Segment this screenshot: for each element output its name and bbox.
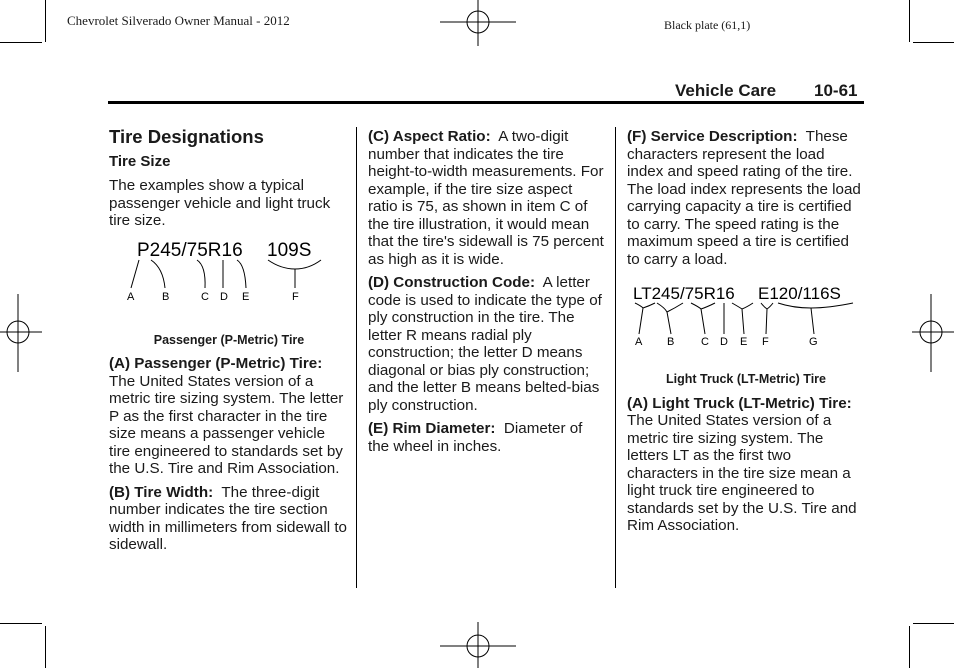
- label-a: A: [127, 290, 135, 303]
- item-f-colon: :: [792, 128, 798, 145]
- item-lt-a-text: The United States version of a metric tire sizing system. The letters LT as the first two characters in the tire size mean a light truck tire engineered to standards set by the U.S. Tire and Rim Association.: [627, 412, 857, 534]
- label-f: F: [292, 290, 299, 303]
- column-divider: [615, 127, 616, 588]
- label-c: C: [701, 336, 709, 348]
- tire-code-service: E120/116S: [758, 284, 841, 303]
- tire-code-size: P245/75R16: [137, 239, 243, 261]
- item-f-label: (F) Service Description: [627, 128, 793, 145]
- item-lt-a-label: (A) Light Truck (LT-Metric) Tire: [627, 394, 847, 412]
- label-c: C: [201, 290, 209, 303]
- item-b-text: The three-digit number indicates the tire section width in millimeters from sidewall to sidewall.: [109, 483, 348, 553]
- bracket-g: [778, 303, 853, 334]
- item-e-colon: :: [490, 420, 496, 437]
- bracket-a: [131, 260, 139, 288]
- label-d: D: [720, 336, 728, 348]
- bracket-f: [268, 260, 321, 288]
- item-c-label: (C) Aspect Ratio: [368, 128, 486, 145]
- label-b: B: [667, 336, 675, 348]
- crop-mark: [913, 623, 954, 624]
- registration-mark-icon: [440, 622, 516, 668]
- item-e-text: Diameter of the wheel in inches.: [368, 420, 583, 455]
- registration-mark-icon: [912, 294, 954, 372]
- crop-mark: [0, 623, 42, 624]
- bracket-c: [197, 260, 205, 288]
- registration-mark-icon: [0, 294, 42, 372]
- label-e: E: [740, 336, 748, 348]
- bracket-e: [732, 303, 753, 334]
- crop-mark: [45, 0, 46, 42]
- tire-code-size: LT245/75R16: [633, 284, 735, 303]
- item-d-text: A letter code is used to indicate the type of ply construction in the tire. The letter R means radial ply construction; the letter D means diagonal or bias ply construction; and the letter B means belted-bias ply construction.: [368, 274, 602, 414]
- label-e: E: [242, 290, 250, 303]
- item-b-colon: :: [208, 483, 214, 501]
- bracket-c: [691, 303, 715, 334]
- crop-mark: [913, 42, 954, 43]
- item-c-colon: :: [485, 128, 491, 145]
- label-a: A: [635, 336, 643, 348]
- label-d: D: [220, 290, 228, 303]
- column-2: [368, 128, 606, 461]
- label-f: F: [762, 336, 769, 348]
- column-divider: [356, 127, 357, 588]
- item-f-text: These characters represent the load index and speed rating of the tire. The load index represents the load carrying capacity a tire is certified to carry. The speed rating is the maximum speed a tire is certified to carry a load.: [627, 128, 861, 268]
- item-a-colon: :: [317, 355, 323, 372]
- bracket-b: [151, 260, 165, 288]
- column-3: [627, 128, 865, 541]
- item-lt-a-colon: :: [846, 394, 852, 412]
- item-b-paragraph: [109, 484, 349, 554]
- document-title: Chevrolet Silverado Owner Manual - 2012: [67, 13, 290, 28]
- passenger-tire-diagram: [109, 236, 345, 306]
- item-e-label: (E) Rim Diameter: [368, 420, 491, 437]
- tire-code-service: 109S: [267, 239, 312, 261]
- intro-paragraph: The examples show a typical passenger vehicle and light truck tire size.: [109, 177, 331, 229]
- page-heading: Tire Designations: [109, 126, 264, 147]
- crop-mark: [45, 626, 46, 668]
- bracket-a: [635, 303, 655, 334]
- figure-caption: Light Truck (LT-Metric) Tire: [666, 372, 826, 386]
- registration-mark-icon: [440, 0, 516, 46]
- light-truck-tire-diagram: [627, 282, 863, 348]
- subheading: Tire Size: [109, 152, 171, 170]
- header-rule: [108, 101, 864, 104]
- crop-mark: [0, 42, 42, 43]
- column-1: [109, 128, 349, 560]
- page-number: 10-61: [814, 81, 858, 100]
- item-c-paragraph: [368, 128, 606, 268]
- item-a-paragraph: [109, 355, 349, 478]
- bracket-e: [237, 260, 246, 288]
- item-d-label: (D) Construction Code: [368, 274, 530, 291]
- item-d-paragraph: [368, 274, 606, 414]
- item-a-label: (A) Passenger (P-Metric) Tire: [109, 355, 318, 372]
- item-d-colon: :: [529, 274, 536, 291]
- item-b-label: (B) Tire Width: [109, 483, 209, 501]
- plate-label: Black plate (61,1): [664, 18, 751, 32]
- item-e-paragraph: [368, 420, 606, 455]
- bracket-f: [761, 303, 773, 334]
- item-lt-a-paragraph: [627, 395, 865, 535]
- item-c-text: A two-digit number that indicates the tire height-to-width measurements. For example, if the tire size aspect ratio is 75, as shown in item C of the tire illustration, it would mean that the tire's sidewall is 75 percent as high as it is wide.: [368, 128, 604, 268]
- section-title: Vehicle Care: [675, 81, 777, 100]
- item-a-text: The United States version of a metric tire sizing system. The letter P as the first character in the tire size means a passenger vehicle tire engineered to standards set by the U.S. Tire and Rim Association.: [109, 372, 344, 477]
- crop-mark: [909, 0, 910, 42]
- figure-caption: Passenger (P-Metric) Tire: [153, 332, 305, 347]
- bracket-b: [657, 303, 683, 334]
- item-f-paragraph: [627, 128, 865, 268]
- label-b: B: [162, 290, 170, 303]
- label-g: G: [809, 336, 818, 348]
- crop-mark: [909, 626, 910, 668]
